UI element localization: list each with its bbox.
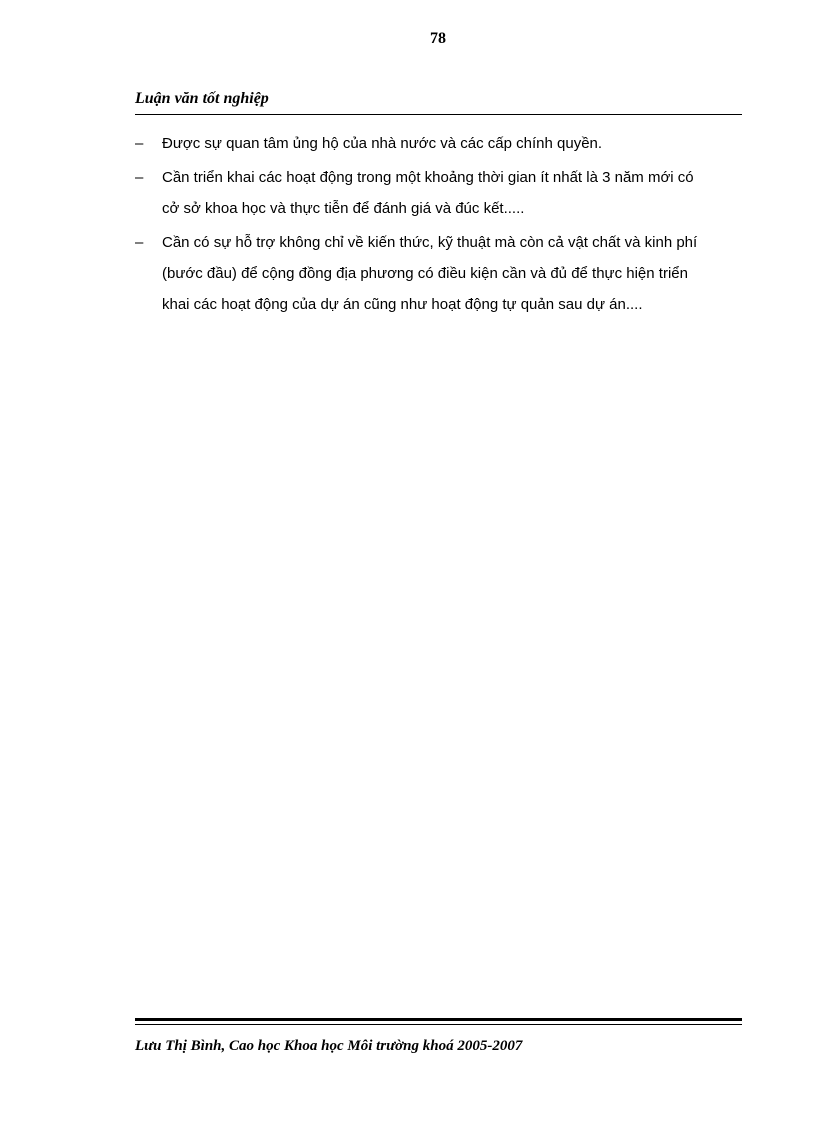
bullet-line: Được sự quan tâm ủng hộ của nhà nước và các cấp chính quyền.: [162, 135, 603, 152]
dash-marker: –: [135, 169, 144, 186]
body-content: [135, 128, 742, 323]
page-number: 78: [430, 30, 446, 47]
header-divider: [135, 114, 742, 115]
bullet-line: (bước đầu) để cộng đồng địa phương có điều kiện cần và đủ để thực hiện triển: [162, 265, 688, 282]
bullet-item: [135, 227, 742, 320]
running-footer: Lưu Thị Bình, Cao học Khoa học Môi trường khoá 2005-2007: [135, 1038, 523, 1054]
bullet-item: [135, 162, 742, 224]
bullet-line: khai các hoạt động của dự án cũng như hoạt động tự quản sau dự án....: [162, 296, 643, 313]
running-header-title: Luận văn tốt nghiệp: [135, 90, 269, 107]
dash-marker: –: [135, 234, 144, 251]
bullet-line: cở sở khoa học và thực tiễn để đánh giá và đúc kết.....: [162, 200, 525, 217]
footer-divider-thick: [135, 1018, 742, 1021]
bullet-line: Cần triển khai các hoạt động trong một khoảng thời gian ít nhất là 3 năm mới có: [162, 169, 694, 186]
footer-divider-thin: [135, 1024, 742, 1025]
dash-marker: –: [135, 135, 144, 152]
bullet-line: Cần có sự hỗ trợ không chỉ về kiến thức, kỹ thuật mà còn cả vật chất và kinh phí: [162, 234, 698, 251]
bullet-item: [135, 128, 742, 159]
